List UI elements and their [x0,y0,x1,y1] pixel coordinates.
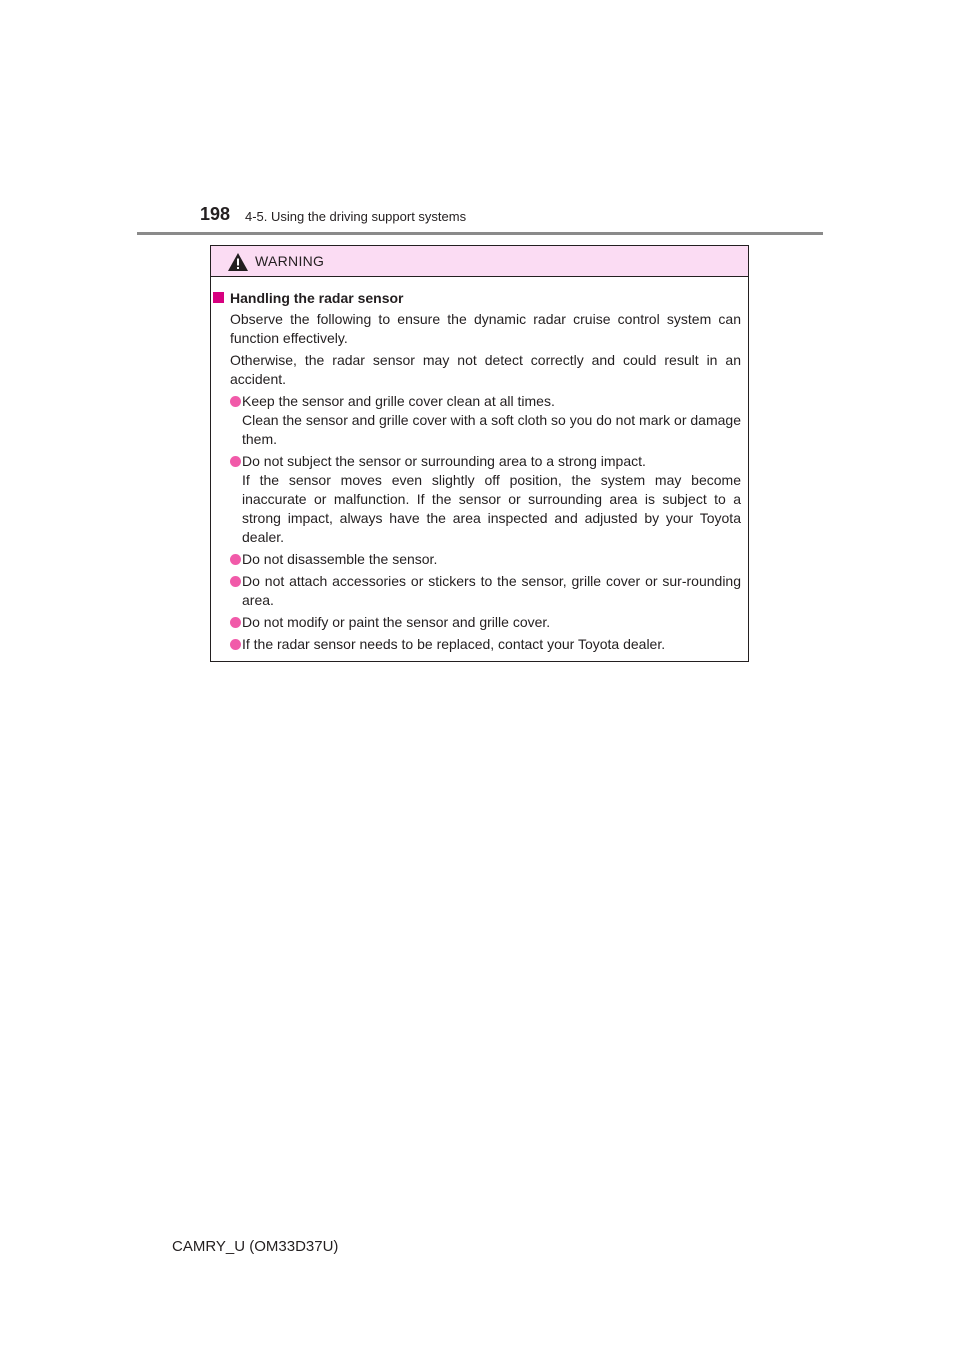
list-item-title: Do not modify or paint the sensor and grille cover. [242,614,551,630]
list-item-detail: Clean the sensor and grille cover with a soft cloth so you do not mark or damage them. [242,412,741,447]
bullet-dot-icon [230,456,241,467]
list-item-title: Do not attach accessories or stickers to the sensor, grille cover or sur-rounding area. [242,573,741,608]
list-item-title: If the radar sensor needs to be replaced, contact your Toyota dealer. [242,636,666,652]
bullet-dot-icon [230,617,241,628]
square-bullet-icon [213,292,224,303]
warning-intro-2: Otherwise, the radar sensor may not detect correctly and could result in an accident. [230,352,741,387]
section-title: 4-5. Using the driving support systems [245,209,467,224]
bullet-dot-icon [230,554,241,565]
bullet-dot-icon [230,396,241,407]
list-item-title: Do not disassemble the sensor. [242,551,438,567]
list-item [211,613,741,632]
page-number: 198 [200,204,231,224]
bullet-dot-icon [230,576,241,587]
warning-label: WARNING [255,253,325,269]
list-item-title: Keep the sensor and grille cover clean at all times. [242,393,555,409]
list-item-detail: If the sensor moves even slightly off position, the system may become inaccurate or malfunction. If the sensor or surrounding area is subject to a strong impact, always have the area inspected and adjusted by your Toyota dealer. [242,472,741,545]
bullet-dot-icon [230,639,241,650]
list-item [211,550,741,569]
list-item [211,572,741,610]
warning-body [211,277,748,654]
warning-heading-text: Handling the radar sensor [230,290,404,306]
warning-box [210,245,749,662]
warning-intro-1: Observe the following to ensure the dynamic radar cruise control system can function effectively. [230,311,741,346]
list-item-title: Do not subject the sensor or surrounding area to a strong impact. [242,453,646,469]
list-item [211,635,741,654]
list-item [211,452,741,547]
warning-heading [211,289,741,308]
warning-header [211,246,748,277]
header-rule [137,232,823,235]
footer-model-code: CAMRY_U (OM33D37U) [172,1238,339,1255]
warning-triangle-icon [227,252,249,272]
list-item [211,392,741,449]
